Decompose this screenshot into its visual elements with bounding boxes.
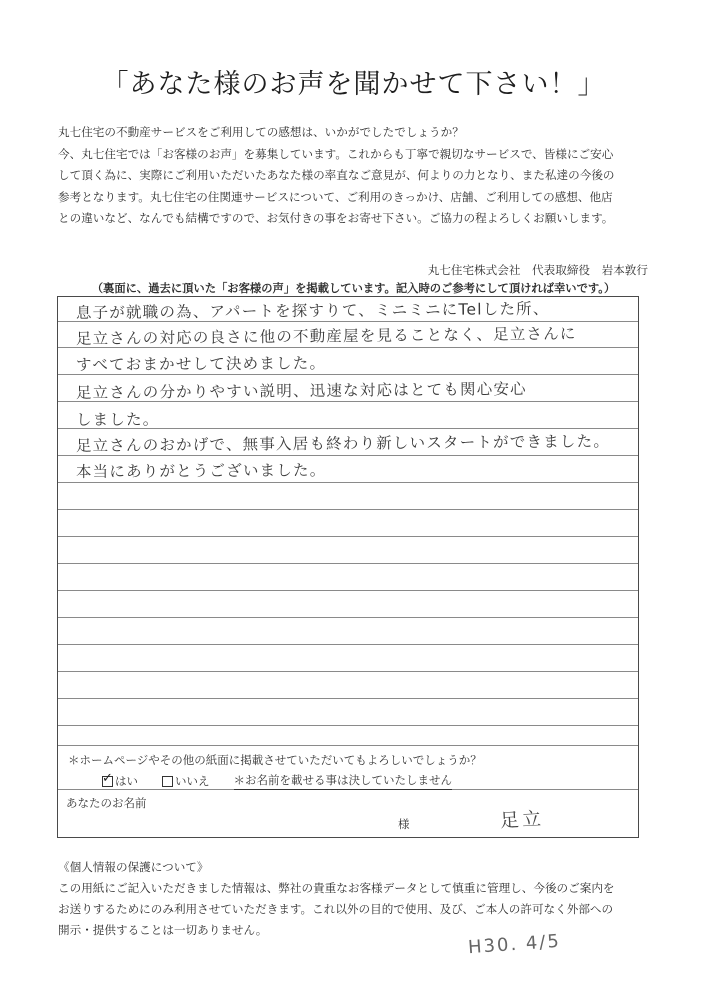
page-title: 「あなた様のお声を聞かせて下さい！」: [101, 69, 606, 100]
intro-line: 今、丸七住宅では「お客様のお声」を募集しています。これからも丁寧で親切なサービスで、皆様にご安心: [58, 146, 614, 161]
intro-line: 丸七住宅の不動産サービスをご利用しての感想は、いかがでしたでしょうか？: [58, 125, 464, 139]
consent-no-checkbox[interactable]: [162, 776, 173, 787]
privacy-title: 《個人情報の保護について》: [58, 860, 209, 874]
handwritten-comment-line: 足立さんの分かりやすい説明、迅速な対応はとても関心安心: [75, 380, 527, 403]
intro-line: 参考となります。丸七住宅の住関連サービスについて、ご利用のきっかけ、店舗、ご利用しての感想、他店: [58, 189, 613, 204]
intro-line: して頂く為に、実際にご利用いただいたあなた様の率直なご意見が、何よりの力となり、また私達の今後の: [58, 168, 615, 182]
consent-yes-option[interactable]: [102, 770, 138, 789]
publication-consent-options: [102, 772, 452, 790]
ruled-line: [58, 509, 638, 510]
ruled-line: [58, 617, 638, 618]
handwritten-comment-line: 足立さんのおかげで、無事入居も終わり新しいスタートができました。: [75, 432, 611, 456]
name-field-label: あなたのお名前: [66, 796, 147, 810]
consent-no-label: いいえ: [175, 774, 210, 788]
handwritten-comment-line: しました。: [75, 410, 160, 429]
ruled-line: [58, 590, 638, 591]
privacy-line: 開示・提供することは一切ありません。: [58, 923, 268, 937]
handwritten-comment-line: 息子が就職の為、アパートを探すりて、ミニミニにTelした所、: [75, 299, 550, 323]
intro-line: との違いなど、なんでも結構ですので、お気付きの事をお寄せ下さい。ご協力の程よろしくお願いします。: [58, 211, 614, 225]
intro-paragraph: [58, 122, 658, 230]
ruled-line: [58, 536, 638, 537]
company-signature: 丸七住宅株式会社 代表取締役 岩本敦行: [427, 263, 648, 277]
check-mark-icon: ✓: [102, 770, 113, 786]
ruled-line: [58, 671, 638, 672]
handwritten-date: H30. 4/5: [467, 930, 562, 959]
ruled-line: [58, 482, 638, 483]
ruled-line: [58, 698, 638, 699]
privacy-line: お送りするためにのみ利用させていただきます。これ以外の目的で使用、及び、ご本人の許可なく外部への: [58, 902, 614, 916]
ruled-line: [58, 644, 638, 645]
section-divider: [58, 745, 638, 746]
handwritten-comment-line: 足立さんの対応の良さに他の不動産屋を見ることなく、足立さんに: [75, 324, 577, 349]
publication-consent-question: ＊ホームページやその他の紙面に掲載させていただいてもよろしいでしょうか？: [68, 753, 482, 767]
ruled-line: [58, 725, 638, 726]
consent-no-option[interactable]: [162, 773, 210, 789]
consent-yes-checkbox[interactable]: [102, 770, 113, 787]
consent-yes-label: はい: [115, 774, 138, 788]
reference-hint: （裏面に、過去に頂いた「お客様の声」を掲載しています。記入時のご参考にして頂ければ幸いです。）: [91, 281, 616, 295]
handwritten-name: 足立: [499, 807, 545, 833]
name-privacy-note: ＊お名前を載せる事は決していたしません: [234, 772, 453, 790]
name-honorific: 様: [398, 817, 410, 831]
handwritten-comment-line: 本当にありがとうございました。: [75, 461, 327, 482]
privacy-line: この用紙にご記入いただきました情報は、弊社の貴重なお客様データとして慎重に管理し、今後のご案内を: [58, 881, 615, 895]
privacy-section: [58, 857, 698, 941]
ruled-line: [58, 563, 638, 564]
handwritten-comment-line: すべておまかせして決めました。: [75, 354, 327, 375]
comment-form-box: [57, 296, 639, 838]
